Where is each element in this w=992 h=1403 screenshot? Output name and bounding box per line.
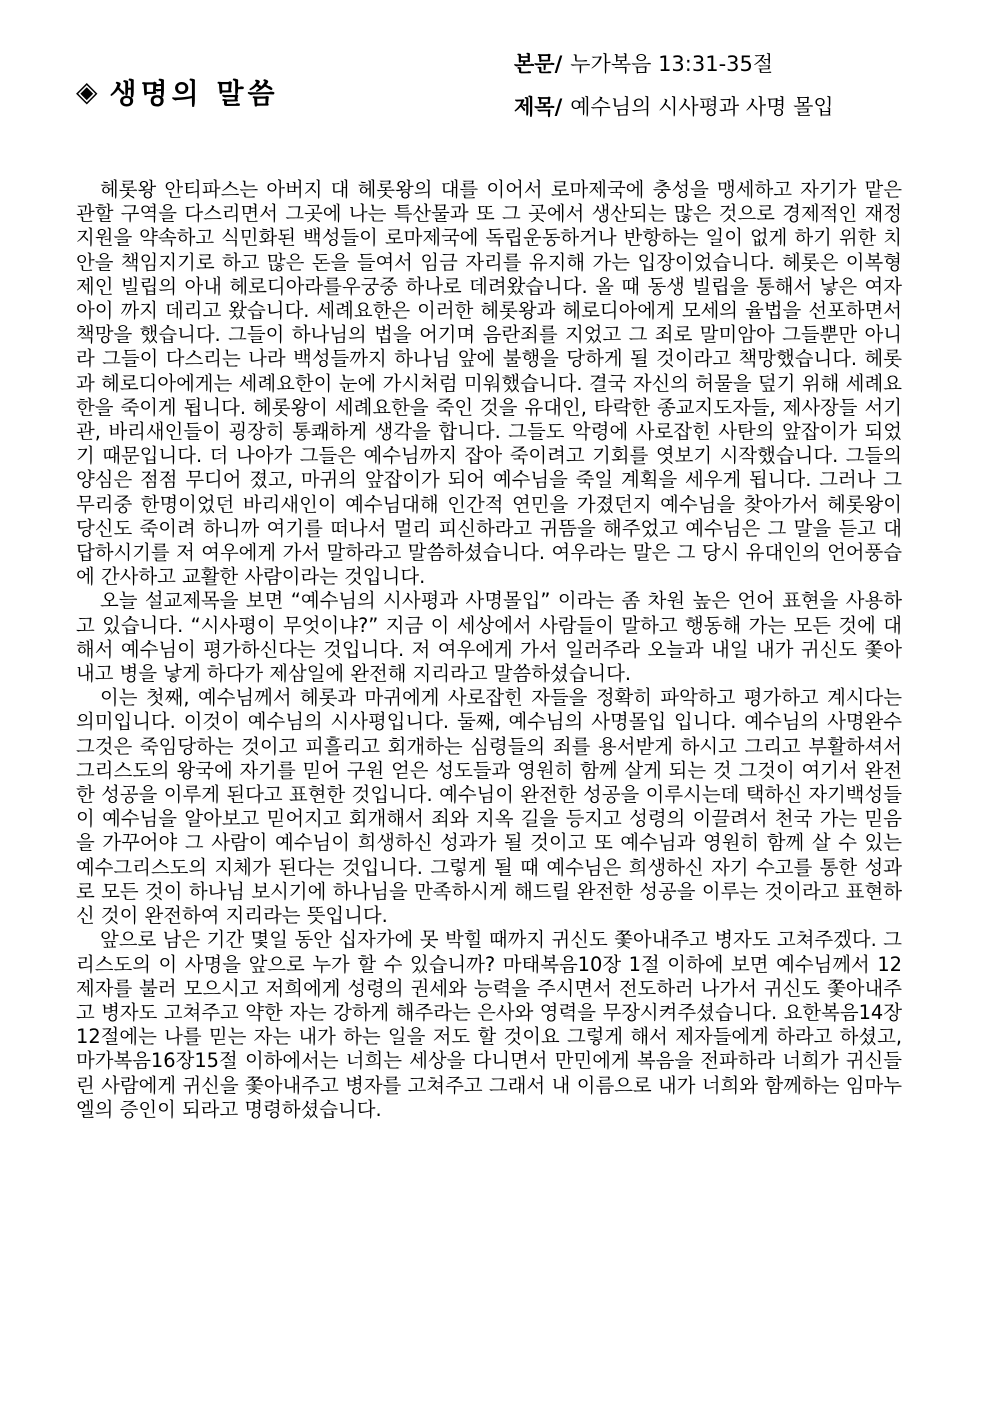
sermon-body (76, 178, 902, 1122)
title-value: 예수님의 시사평과 사명 몰입 (570, 95, 834, 119)
section-title: 생명의 말씀 (109, 77, 279, 110)
section-heading (76, 72, 279, 112)
diamond-icon: ◈ (76, 75, 98, 108)
title-separator: / (554, 95, 563, 119)
paragraph: 오늘 설교제목을 보면 “예수님의 시사평과 사명몰입” 이라는 좀 차원 높은 언어 표현을 사용하고 있습니다. “시사평이 무엇이냐?” 지금 이 세상에서 사람들이 말하고 행동해 가는 모든 것에 대해서 예수님이 평가하신다는 것입니다. 저 여우에게 가서 일러주라 오늘과 내일 내가 귀신도 쫓아내고 병을 낳게 하다가 제삼일에 완전해 지리라고 말씀하셨습니다. (76, 589, 902, 686)
title-row (514, 97, 914, 118)
paragraph: 앞으로 남은 기간 몇일 동안 십자가에 못 박힐 때까지 귀신도 쫓아내주고 병자도 고쳐주겠다. 그리스도의 이 사명을 앞으로 누가 할 수 있습니까? 마태복음10장 1절 이하에 보면 예수님께서 12제자를 불러 모으시고 저희에게 성령의 권세와 능력을 주시면서 전도하러 나가서 귀신도 쫓아내주고 병자도 고쳐주고 약한 자는 강하게 해주라는 은사와 영력을 무장시켜주셨습니다. 요한복음14장12절에는 나를 믿는 자는 내가 하는 일을 저도 할 것이요 그렇게 해서 제자들에게 하라고 하셨고, 마가복음16장15절 이하에서는 너희는 세상을 다니면서 만민에게 복음을 전파하라 너희가 귀신들린 사람에게 귀신을 쫓아내주고 병자를 고쳐주고 그래서 내 이름으로 내가 너희와 함께하는 임마누엘의 증인이 되라고 명령하셨습니다. (76, 928, 902, 1121)
sermon-meta (514, 54, 914, 118)
title-label: 제목 (514, 95, 555, 119)
paragraph: 헤롯왕 안티파스는 아버지 대 헤롯왕의 대를 이어서 로마제국에 충성을 맹세하고 자기가 맡은 관할 구역을 다스리면서 그곳에 나는 특산물과 또 그 곳에서 생산되는 많은 것으로 경제적인 재정지원을 약속하고 식민화된 백성들이 로마제국에 독립운동하거나 반항하는 일이 없게 하기 위한 치안을 책임지기로 하고 많은 돈을 들여서 임금 자리를 유지해 가는 입장이었습니다. 헤롯은 이복형제인 빌립의 아내 헤로디아라를우궁중 하나로 데려왔습니다. 올 때 동생 빌립을 통해서 낳은 여자아이 까지 데리고 왔습니다. 세례요한은 이러한 헤롯왕과 헤로디아에게 모세의 율법을 선포하면서 책망을 했습니다. 그들이 하나님의 법을 어기며 음란죄를 지었고 그 죄로 말미암아 그들뿐만 아니라 그들이 다스리는 나라 백성들까지 하나님 앞에 불행을 당하게 될 것이라고 책망했습니다. 헤롯과 헤로디아에게는 세례요한이 눈에 가시처럼 미워했습니다. 결국 자신의 허물을 덮기 위해 세례요한을 죽이게 됩니다. 헤롯왕이 세례요한을 죽인 것을 유대인, 타락한 종교지도자들, 제사장들 서기관, 바리새인들이 굉장히 통쾌하게 생각을 합니다. 그들도 악령에 사로잡힌 사탄의 앞잡이가 되었기 때문입니다. 더 나아가 그들은 예수님까지 잡아 죽이려고 기회를 엿보기 시작했습니다. 그들의 양심은 점점 무디어 졌고, 마귀의 앞잡이가 되어 예수님을 죽일 계획을 세우게 됩니다. 그러나 그 무리중 한명이었던 바리새인이 예수님대해 인간적 연민을 가졌던지 예수님을 찾아가서 헤롯왕이 당신도 죽이려 하니까 여기를 떠나서 멀리 피신하라고 귀뜸을 해주었고 예수님은 그 말을 듣고 대답하시기를 저 여우에게 가서 말하라고 말씀하셨습니다. 여우라는 말은 그 당시 유대인의 언어풍습에 간사하고 교활한 사람이라는 것입니다. (76, 178, 902, 589)
scripture-separator: / (554, 52, 563, 76)
scripture-value: 누가복음 13:31-35절 (570, 52, 774, 76)
scripture-row (514, 54, 914, 75)
scripture-label: 본문 (514, 52, 555, 76)
paragraph: 이는 첫째, 예수님께서 헤롯과 마귀에게 사로잡힌 자들을 정확히 파악하고 평가하고 계시다는 의미입니다. 이것이 예수님의 시사평입니다. 둘째, 예수님의 사명몰입 입니다. 예수님의 사명완수 그것은 죽임당하는 것이고 피흘리고 회개하는 심령들의 죄를 용서받게 하시고 그리고 부활하셔서 그리스도의 왕국에 자기를 믿어 구원 얻은 성도들과 영원히 함께 살게 되는 것 그것이 여기서 완전한 성공을 이루게 된다고 표현한 것입니다. 예수님이 완전한 성공을 이루시는데 택하신 자기백성들이 예수님을 알아보고 믿어지고 회개해서 죄와 지옥 길을 등지고 성령의 이끌려서 천국 가는 믿음을 가꾸어야 그 사람이 예수님이 희생하신 성과가 될 것이고 또 예수님과 영원히 함께 살 수 있는 예수그리스도의 지체가 된다는 것입니다. 그렇게 될 때 예수님은 희생하신 자기 수고를 통한 성과로 모든 것이 하나님 보시기에 하나님을 만족하시게 해드릴 완전한 성공을 이루는 것이라고 표현하신 것이 완전하여 지리라는 뜻입니다. (76, 686, 902, 928)
